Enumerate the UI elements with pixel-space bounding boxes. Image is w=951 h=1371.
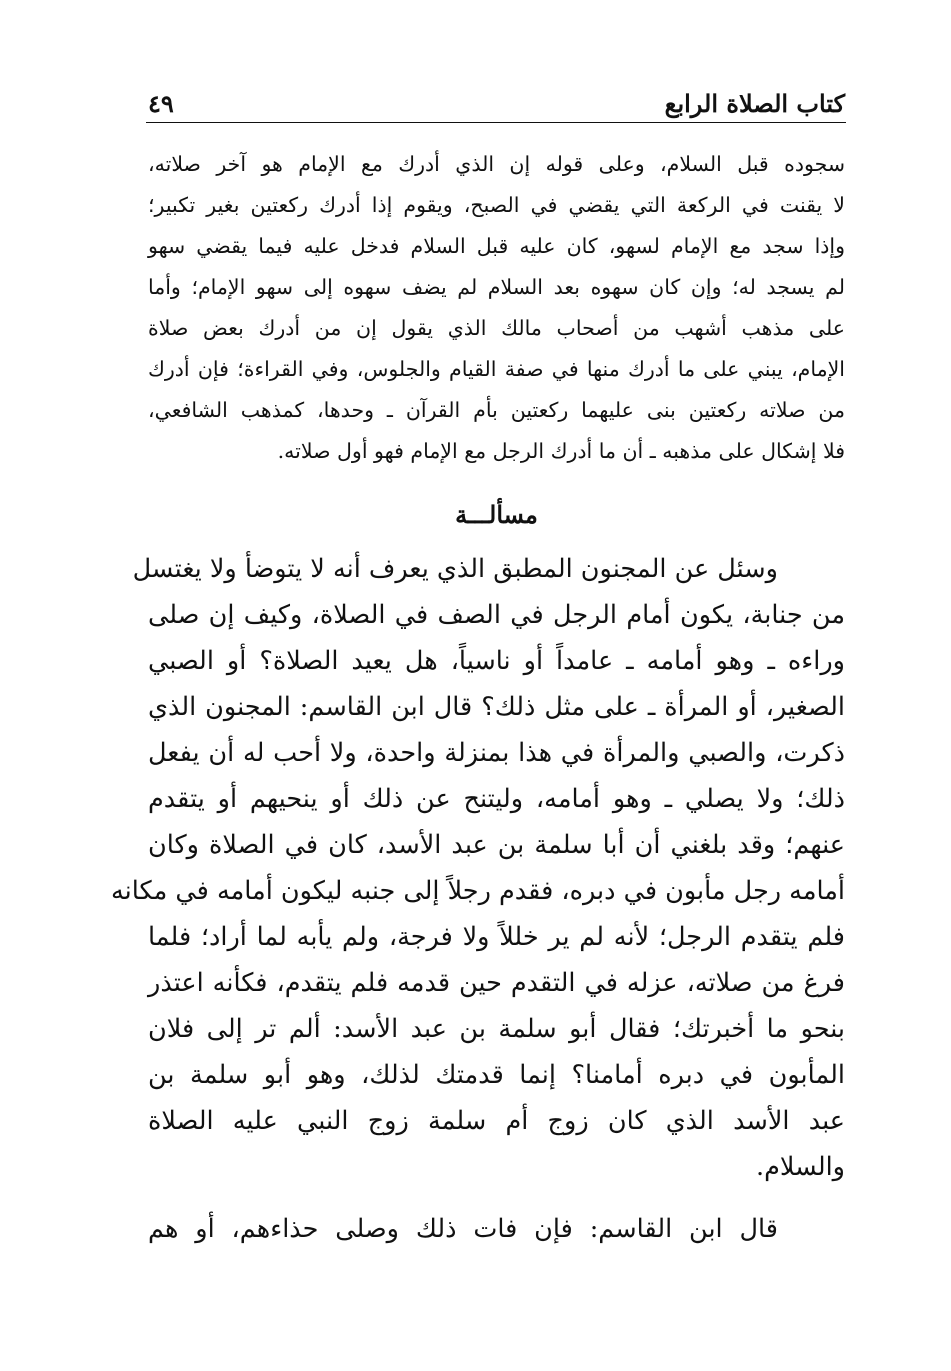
text-line: وراءه ـ وهو أمامه ـ عامداً أو ناسياً، هل يعيد الصلاة؟ أو الصبي	[148, 646, 845, 676]
header-rule	[146, 122, 846, 123]
text-line: أمامه رجل مأبون في دبره، فقدم رجلاً إلى جنبه ليكون أمامه في مكانه	[111, 876, 845, 906]
section-heading: مسألـــة	[455, 500, 538, 529]
text-line: وإذا سجد مع الإمام لسهو، كان عليه قبل السلام فدخل عليه فيما يقضي سهو	[148, 234, 845, 258]
text-line: من جنابة، يكون أمام الرجل في الصف في الصلاة، وكيف إن صلى	[148, 600, 845, 630]
text-line: الإمام، يبني على ما أدرك منها في صفة القيام والجلوس، وفي القراءة؛ فإن أدرك	[148, 357, 845, 381]
text-line: لا يقنت في الركعة التي يقضي في الصبح، ويقوم إذا أدرك ركعتين بغير تكبير؛	[148, 193, 845, 217]
text-line: فرغ من صلاته، عزله في التقدم حين قدمه فلم يتقدم، فكأنه اعتذر	[148, 968, 845, 998]
text-line: المأبون في دبره أمامنا؟ إنما قدمتك لذلك، وهو أبو سلمة بن	[148, 1060, 845, 1090]
text-line: سجوده قبل السلام، وعلى قوله إن الذي أدرك مع الإمام هو آخر صلاته،	[148, 152, 845, 176]
text-line: الصغير، أو المرأة ـ على مثل ذلك؟ قال ابن القاسم: المجنون الذي	[148, 692, 845, 722]
text-line: لم يسجد له؛ وإن كان سهوه بعد السلام لم يضف سهوه إلى سهو الإمام؛ وأما	[148, 275, 845, 299]
text-line: بنحو ما أخبرتك؛ فقال أبو سلمة بن عبد الأسد: ألم تر إلى فلان	[148, 1014, 845, 1044]
text-line: فلا إشكال على مذهبه ـ أن ما أدرك الرجل مع الإمام فهو أول صلاته.	[277, 439, 845, 463]
running-title: كتاب الصلاة الرابع	[664, 89, 845, 118]
text-line: وسئل عن المجنون المطبق الذي يعرف أنه لا يتوضأ ولا يغتسل	[132, 554, 778, 584]
page-number: ٤٩	[148, 89, 174, 118]
text-line: من صلاته ركعتين بنى عليهما ركعتين بأم القرآن ـ وحدها، كمذهب الشافعي،	[148, 398, 845, 422]
text-line: عبد الأسد الذي كان زوج أم سلمة زوج النبي عليه الصلاة	[148, 1106, 845, 1136]
text-line: على مذهب أشهب من أصحاب مالك الذي يقول إن من أدرك بعض صلاة	[148, 316, 845, 340]
text-line: قال ابن القاسم: فإن فات ذلك وصلى حذاءهم، أو هم	[148, 1214, 778, 1244]
page-header	[148, 78, 845, 118]
text-line: عنهم؛ وقد بلغني أن أبا سلمة بن عبد الأسد، كان في الصلاة وكان	[148, 830, 845, 860]
text-line: والسلام.	[755, 1152, 845, 1182]
text-line: فلم يتقدم الرجل؛ لأنه لم ير خللاً ولا فرجة، ولم يأبه لما أراد؛ فلما	[148, 922, 845, 952]
text-line: ذلك؛ ولا يصلي ـ وهو أمامه، وليتنح عن ذلك أو ينحيهم أو يتقدم	[148, 784, 845, 814]
text-line: ذكرت، والصبي والمرأة في هذا بمنزلة واحدة، ولا أحب له أن يفعل	[148, 738, 845, 768]
